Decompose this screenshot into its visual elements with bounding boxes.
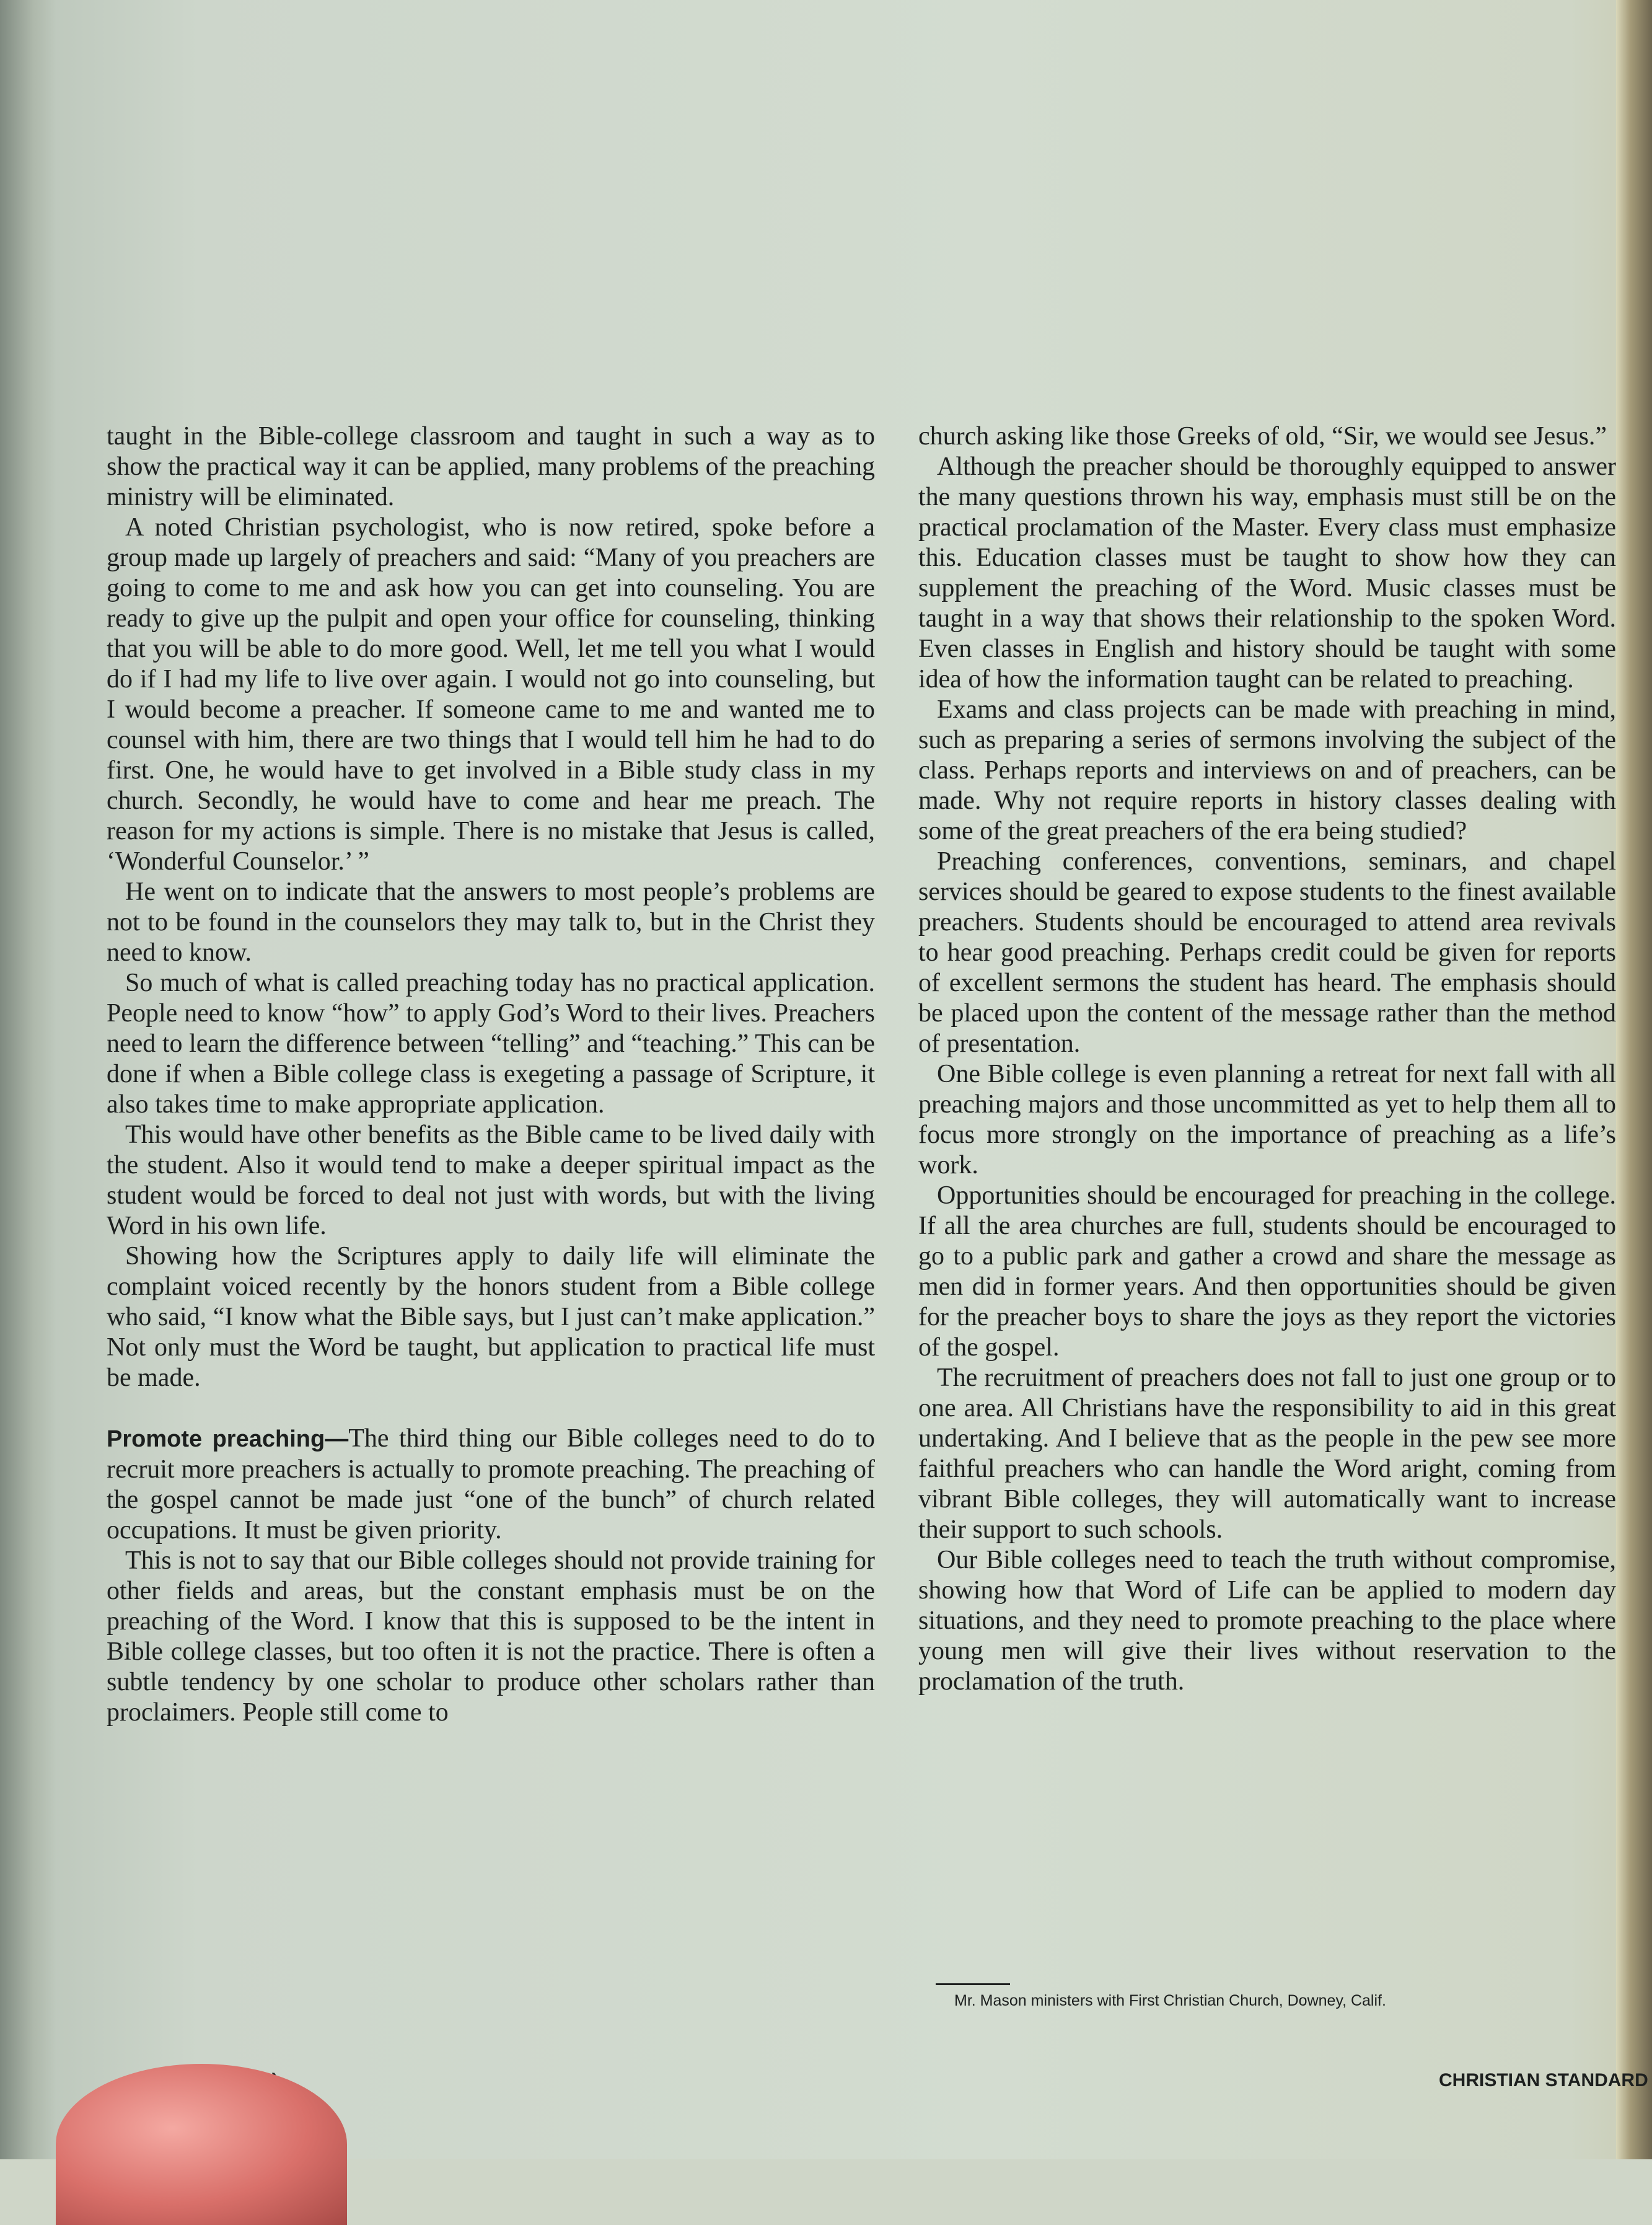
page-edge xyxy=(1616,0,1652,2159)
paragraph: Exams and class projects can be made with preaching in mind, such as preparing a series of sermons involving the subject of the class. Perhaps reports and interviews on and of preachers, can be made. Why not require reports in history classes dealing with some of the great preachers of the era being studied? xyxy=(918,695,1616,845)
publication-name: CHRISTIAN STANDARD xyxy=(1439,2070,1648,2091)
paragraph: One Bible college is even planning a retreat for next fall with all preaching majors and those uncommitted as yet to help them all to focus more strongly on the importance of preaching as a life’s work. xyxy=(918,1060,1616,1179)
paragraph-text: The third thing our Bible colleges need to do to recruit more preachers is actually to promote preaching. The preaching of the gospel cannot be made just “one of the bunch” of church related occupations. It must be given priority. xyxy=(107,1424,875,1544)
paragraph: Preaching conferences, conventions, seminars, and chapel services should be geared to expose students to the finest available preachers. Students should be encouraged to attend area revivals to hear good preaching. Perhaps credit could be given for reports of excellent sermons the student has heard. The emphasis should be placed upon the content of the message rather than the method of presentation. xyxy=(918,847,1616,1058)
paragraph: A noted Christian psychologist, who is now retired, spoke before a group made up largely of preachers and said: “Many of you preachers are going to come to me and ask how you can get into counseling. You are ready to give up the pulpit and open your office for counseling, thinking that you will be able to do more good. Well, let me tell you what I would do if I had my life to live over again. I would not go into counseling, but I would become a preacher. If someone came to me and wanted me to counsel with him, there are two things that I would tell him he had to do first. One, he would have to get involved in a Bible study class in my church. Secondly, he would have to come and hear me preach. The reason for my actions is simple. There is no mistake that Jesus is called, ‘Wonderful Counselor.’ ” xyxy=(107,513,875,876)
paragraph: Although the preacher should be thoroughly equipped to answer the many questions thrown his way, emphasis must still be on the practical proclamation of the Master. Every class must emphasize this. Education classes must be taught to show how they can supplement the preaching of the Word. Music classes must be taught in a way that shows their relationship to the spoken Word. Even classes in English and history should be taught with some idea of how the information taught can be related to preaching. xyxy=(918,452,1616,694)
paragraph: Opportunities should be encouraged for preaching in the college. If all the area churches are full, students should be encouraged to go to a public park and gather a crowd and share the message as men did in former years. And then opportunities should be given for the preacher boys to share the joys as they report the victories of the gospel. xyxy=(918,1181,1616,1362)
paragraph: Showing how the Scriptures apply to daily life will eliminate the complaint voiced recently by the honors student from a Bible college who said, “I know what the Bible says, but I just can’t make application.” Not only must the Word be taught, but application to practical life must be made. xyxy=(107,1242,875,1392)
paragraph: church asking like those Greeks of old, “Sir, we would see Jesus.” xyxy=(918,422,1607,451)
binding-shadow xyxy=(0,0,56,2159)
paragraph: This is not to say that our Bible colleges should not provide training for other fields and areas, but the constant emphasis must be on the preaching of the Word. I know that this is supposed to be the intent in Bible college classes, but too often it is not the practice. There is often a subtle tendency by one scholar to produce other scholars rather than proclaimers. People still come to xyxy=(107,1546,875,1727)
subheading-paragraph xyxy=(107,1424,875,1546)
thumb xyxy=(56,2064,347,2225)
paragraph: He went on to indicate that the answers to most people’s problems are not to be found in the counselors they may talk to, but in the Christ they need to know. xyxy=(107,878,875,967)
left-column xyxy=(107,421,875,1728)
paragraph: Our Bible colleges need to teach the truth without compromise, showing how that Word of Life can be applied to modern day situations, and they need to promote preaching to the place where young men will give their lives without reservation to the proclamation of the truth. xyxy=(918,1546,1616,1696)
author-footnote: Mr. Mason ministers with First Christian Church, Downey, Calif. xyxy=(954,1992,1386,2009)
paragraph: This would have other benefits as the Bible came to be lived daily with the student. Also it would tend to make a deeper spiritual impact as the student would be forced to deal not just with words, but with the living Word in his own life. xyxy=(107,1121,875,1240)
paragraph: The recruitment of preachers does not fall to just one group or to one area. All Christians have the responsibility to aid in this great undertaking. And I believe that as the people in the pew see more faithful preachers who can handle the Word aright, coming from vibrant Bible colleges, they will automatically want to increase their support to such schools. xyxy=(918,1364,1616,1544)
paragraph: So much of what is called preaching today has no practical application. People need to know “how” to apply God’s Word to their lives. Preachers need to learn the difference between “telling” and “teaching.” This can be done if when a Bible college class is exegeting a passage of Scripture, it also takes time to make appropriate application. xyxy=(107,969,875,1119)
subheading: Promote preaching— xyxy=(107,1426,349,1452)
right-column xyxy=(918,421,1616,1697)
footnote-rule xyxy=(936,1983,1010,1985)
paragraph: taught in the Bible-college classroom and taught in such a way as to show the practical way it can be applied, many problems of the preaching ministry will be eliminated. xyxy=(107,422,875,511)
